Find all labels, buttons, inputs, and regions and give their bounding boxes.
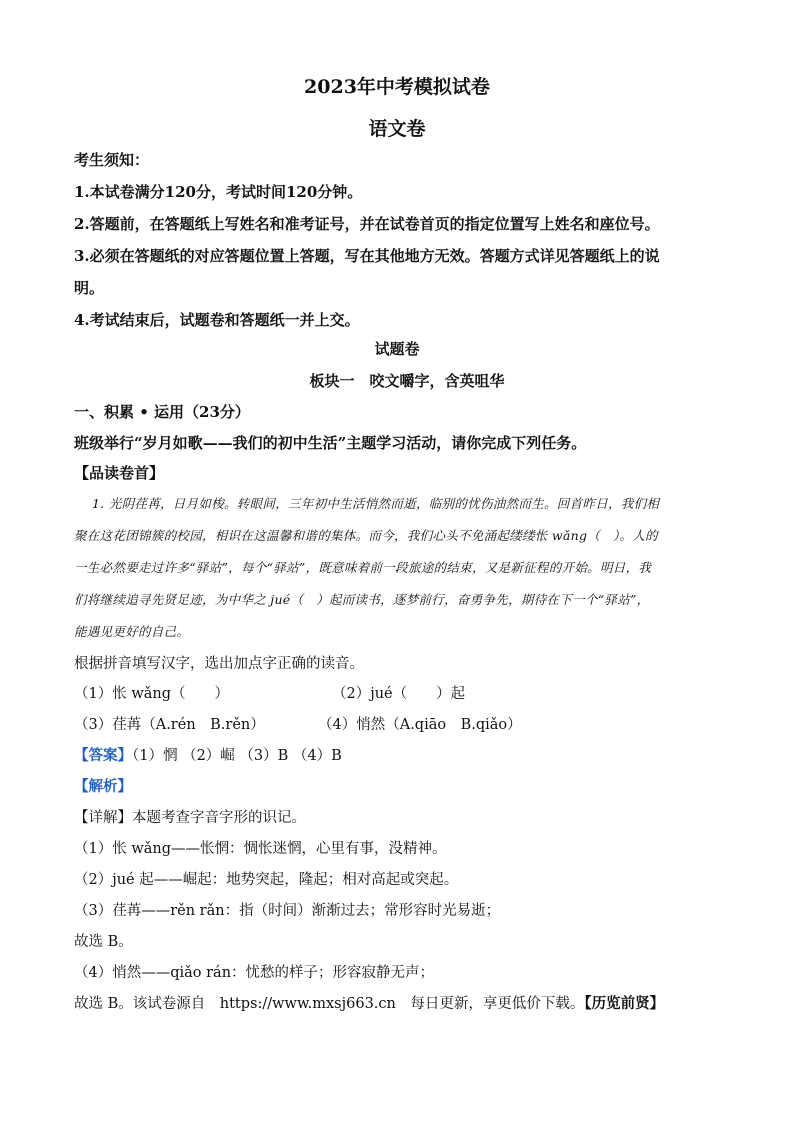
analysis-line: （4）悄然——qiǎo rán：忧愁的样子；形容寂静无声； — [74, 965, 435, 981]
question-2: （2）jué（ ）起 — [332, 686, 466, 702]
question-3: （3）荏苒（A.rén B.rěn） — [74, 717, 265, 733]
question-prompt: 根据拼音填写汉字，选出加点字正确的读音。 — [74, 656, 364, 672]
final-tag: 【历览前贤】 — [584, 995, 665, 1012]
notice-item: 明。 — [74, 279, 105, 297]
analysis-label-row — [74, 775, 132, 796]
notice-block — [74, 144, 734, 336]
analysis-line: （1）怅 wǎng——怅惘：惆怅迷惘，心里有事，没精神。 — [74, 841, 447, 857]
notice-heading: 考生须知： — [74, 151, 150, 169]
answer-text: （1）惘 （2）崛 （3）B （4）B — [132, 748, 342, 764]
passage-line: 聚在这花团锦簇的校园，相识在这温馨和谐的集体。而今，我们心头不免涌起缕缕怅 wǎng（ ）。人的 — [74, 528, 658, 543]
detail-label: 【详解】 — [74, 810, 132, 826]
analysis-line: （3）荏苒——rěn rǎn：指（时间）渐渐过去；常形容时光易逝； — [74, 903, 501, 919]
paper-label: 试题卷 — [374, 340, 420, 358]
question-1: （1）怅 wǎng（ ） — [74, 686, 230, 702]
analysis-label: 【解析】 — [74, 778, 132, 795]
part-title: 一、积累 • 运用（23分） — [74, 403, 250, 421]
passage-line: 一生必然要走过许多“驿站”，每个“驿站”，既意味着前一段旅途的结束，又是新征程的开始。明日，我 — [74, 560, 652, 575]
passage-line: 1. 光阴荏苒，日月如梭。转眼间，三年初中生活悄然而逝，临别的忧伤油然而生。回首昨日，我们相 — [92, 496, 660, 511]
subsection-heading: 【品读卷首】 — [74, 464, 165, 482]
passage-line: 们将继续追寻先贤足迹，为中华之 jué（ ）起而读书，逐梦前行，奋勇争先，期待在下一个“驿站”， — [74, 592, 650, 607]
question-4: （4）悄然（A.qiāo B.qiǎo） — [318, 717, 522, 733]
notice-item: 4.考试结束后，试题卷和答题纸一并上交。 — [74, 311, 360, 329]
notice-item: 3.必须在答题纸的对应答题位置上答题，写在其他地方无效。答题方式详见答题纸上的说 — [74, 247, 660, 265]
final-line — [74, 992, 664, 1013]
exam-subtitle: 语文卷 — [368, 118, 426, 140]
exam-title: 2023年中考模拟试卷 — [304, 76, 490, 98]
activity-intro: 班级举行“岁月如歌——我们的初中生活”主题学习活动，请你完成下列任务。 — [74, 434, 587, 452]
detail-text: 本题考查字音字形的识记。 — [132, 810, 306, 826]
notice-item: 2.答题前，在答题纸上写姓名和准考证号，并在试卷首页的指定位置写上姓名和座位号。 — [74, 215, 660, 233]
passage-line: 能遇见更好的自己。 — [74, 624, 190, 639]
block-title: 板块一 咬文嚼字，含英咀华 — [309, 372, 505, 390]
analysis-line: （2）jué 起——崛起：地势突起，隆起；相对高起或突起。 — [74, 872, 459, 888]
reading-passage — [74, 488, 720, 648]
analysis-line: 故选 B。 — [74, 934, 133, 950]
notice-item: 1.本试卷满分120分，考试时间120分钟。 — [74, 183, 363, 201]
answer-label: 【答案】 — [74, 747, 132, 764]
answer-row — [74, 744, 342, 765]
detail-row — [74, 806, 306, 827]
final-text: 故选 B。该试卷源自 https://www.mxsj663.cn 每日更新，享更低价下载。 — [74, 996, 585, 1012]
